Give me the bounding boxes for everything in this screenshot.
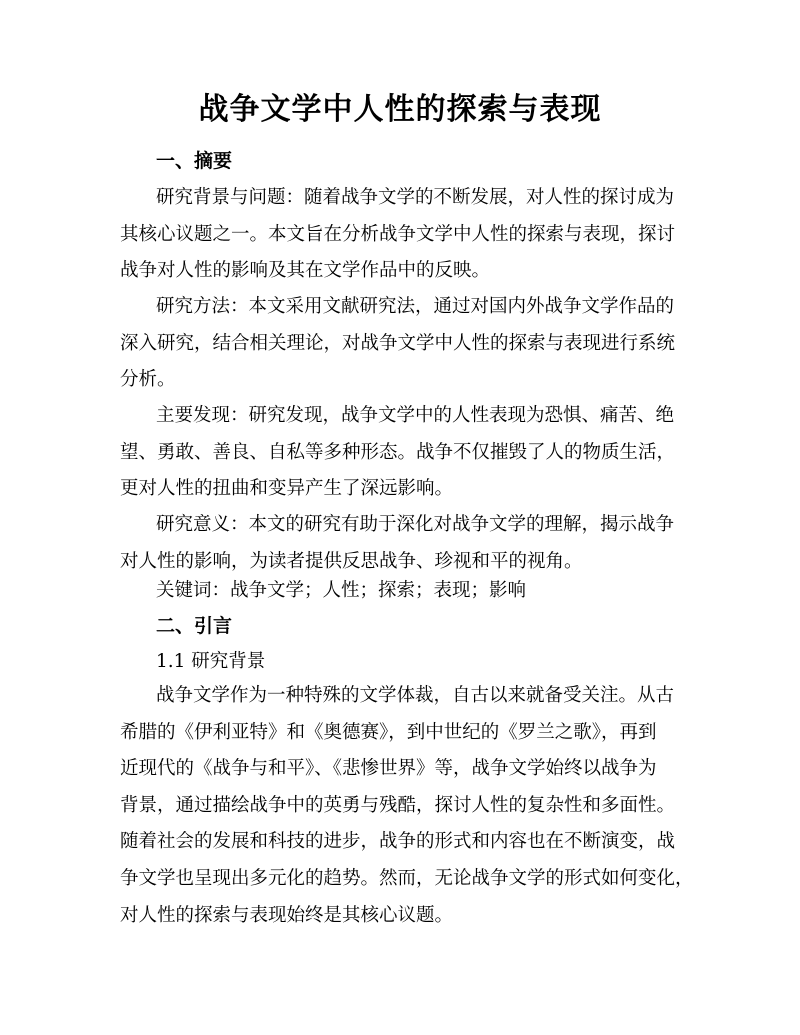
paragraph-line: 对人性的影响，为读者提供反思战争、珍视和平的视角。 [120, 550, 583, 572]
paragraph-line: 争文学也呈现出多元化的趋势。然而，无论战争文学的形式如何变化， [120, 867, 694, 889]
paragraph-line: 其核心议题之一。本文旨在分析战争文学中人性的探索与表现，探讨 [120, 223, 676, 245]
paragraph-line: 主要发现：研究发现，战争文学中的人性表现为恐惧、痛苦、绝 [156, 405, 675, 426]
paragraph-line: 分析。 [120, 369, 176, 391]
paragraph-line: 随着社会的发展和科技的进步，战争的形式和内容也在不断演变，战 [120, 831, 676, 853]
abstract-significance-paragraph [120, 507, 682, 580]
paragraph-line: 战争文学作为一种特殊的文学体裁，自古以来就备受关注。从古 [156, 685, 675, 706]
abstract-heading: 一、摘要 [156, 150, 233, 172]
paragraph-line: 近现代的《战争与和平》、《悲惨世界》等，战争文学始终以战争为 [120, 758, 657, 780]
abstract-methods-paragraph [120, 289, 682, 399]
paragraph-line: 研究背景与问题：随着战争文学的不断发展，对人性的探讨成为 [156, 187, 675, 208]
research-background-paragraph [120, 678, 694, 934]
paragraph-line: 研究意义：本文的研究有助于深化对战争文学的理解，揭示战争 [156, 514, 675, 535]
paragraph-line: 希腊的《伊利亚特》和《奥德赛》，到中世纪的《罗兰之歌》，再到 [120, 721, 657, 743]
paragraph-line: 研究方法：本文采用文献研究法，通过对国内外战争文学作品的 [156, 296, 675, 317]
paragraph-line: 背景，通过描绘战争中的英勇与残酷，探讨人性的复杂性和多面性。 [120, 794, 676, 816]
abstract-findings-paragraph [120, 398, 682, 508]
section-1-1-heading: 1.1 研究背景 [156, 651, 266, 672]
paragraph-line: 对人性的探索与表现始终是其核心议题。 [120, 904, 454, 926]
paragraph-line: 更对人性的扭曲和变异产生了深远影响。 [120, 478, 454, 500]
paragraph-line: 深入研究，结合相关理论，对战争文学中人性的探索与表现进行系统 [120, 332, 676, 354]
document-title: 战争文学中人性的探索与表现 [198, 92, 602, 127]
paragraph-line: 望、勇敢、善良、自私等多种形态。战争不仅摧毁了人的物质生活， [120, 441, 676, 463]
intro-heading: 二、引言 [156, 615, 233, 637]
abstract-background-paragraph [120, 180, 682, 290]
paragraph-line: 战争对人性的影响及其在文学作品中的反映。 [120, 260, 491, 282]
keywords-line: 关键词：战争文学；人性；探索；表现；影响 [156, 580, 527, 601]
